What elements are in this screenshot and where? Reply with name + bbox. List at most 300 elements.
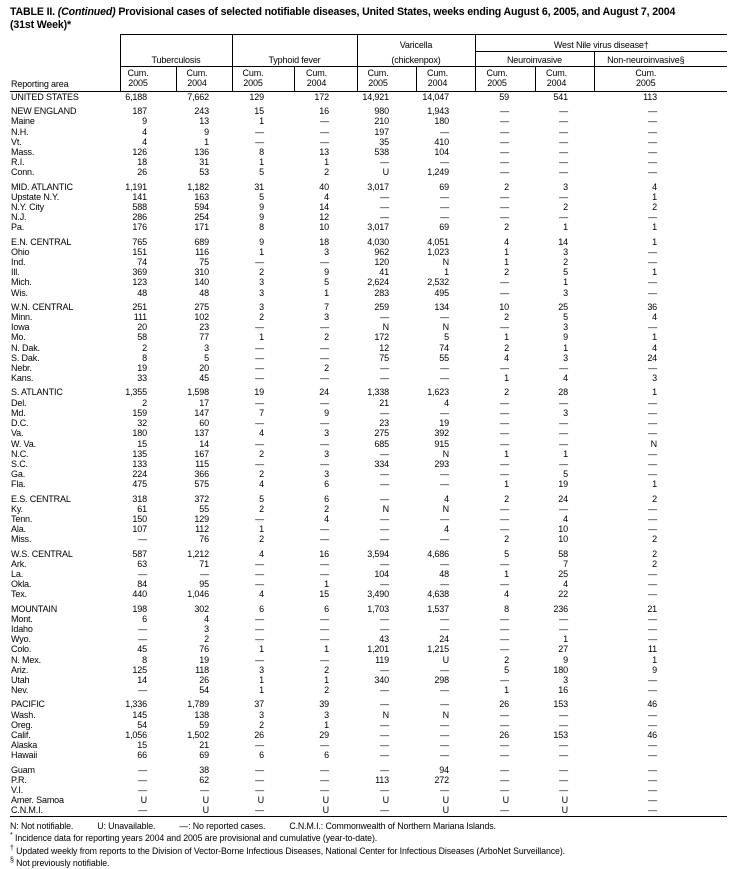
value-cell: —: [320, 764, 329, 775]
table-row: [10, 559, 727, 569]
reporting-area-cell: Minn.: [11, 312, 33, 323]
value-cell: 1: [652, 479, 658, 490]
value-cell: 1: [259, 332, 264, 343]
value-cell: 2: [324, 685, 329, 696]
reporting-area-cell: N.Y. City: [11, 202, 44, 213]
value-cell: —: [380, 613, 389, 624]
value-cell: —: [648, 503, 658, 514]
reporting-area-cell: Maine: [11, 116, 35, 127]
value-cell: 43: [379, 634, 389, 645]
value-cell: 33: [137, 373, 147, 384]
value-cell: —: [500, 147, 509, 158]
value-cell: 31: [199, 157, 209, 168]
value-cell: N: [442, 257, 449, 268]
value-cell: 118: [195, 664, 209, 675]
value-cell: U: [561, 805, 568, 816]
value-cell: —: [648, 764, 658, 775]
value-cell: 4,638: [427, 589, 449, 600]
footnote-dagger-text: Updated weekly from reports to the Division of Vector-Borne Infectious Diseases, National Center for Infectious Diseases (ArboNet Surveillance).: [16, 845, 566, 856]
value-cell: —: [500, 579, 509, 590]
value-cell: 39: [319, 699, 329, 710]
value-cell: —: [500, 106, 509, 117]
wnv-neuroinvasive-label: Neuroinvasive: [475, 52, 594, 67]
value-cell: 1: [563, 342, 568, 353]
table-row: [10, 720, 727, 730]
table-row: [10, 332, 727, 342]
value-cell: 58: [558, 548, 568, 559]
value-cell: 5: [563, 312, 568, 323]
value-cell: —: [320, 524, 329, 535]
value-cell: —: [255, 785, 264, 795]
table-row: [10, 710, 727, 720]
reporting-area-cell: Tex.: [11, 589, 27, 600]
value-cell: 16: [558, 685, 568, 696]
value-cell: 19: [199, 654, 209, 665]
reporting-area-cell: Hawaii: [11, 750, 38, 761]
reporting-area-cell: Del.: [11, 397, 27, 408]
value-cell: —: [500, 322, 509, 333]
value-cell: —: [500, 191, 509, 202]
value-cell: —: [380, 493, 389, 504]
reporting-area-cell: E.N. CENTRAL: [11, 236, 72, 247]
table-row: [10, 775, 727, 785]
reporting-area-cell: Ky.: [11, 503, 23, 514]
table-row: [10, 408, 727, 418]
value-cell: 254: [194, 212, 209, 223]
reporting-area-header: Reporting area: [10, 35, 120, 92]
value-cell: —: [255, 774, 264, 785]
table-row: [10, 750, 727, 760]
value-cell: 159: [132, 407, 147, 418]
value-cell: 55: [439, 352, 449, 363]
value-cell: 6: [142, 613, 147, 624]
table-row: [10, 675, 727, 685]
value-cell: 21: [647, 603, 658, 614]
value-cell: 1,338: [367, 387, 389, 398]
value-cell: —: [500, 126, 509, 137]
value-cell: U: [382, 167, 389, 178]
table-row: [10, 665, 727, 675]
value-cell: —: [440, 719, 449, 730]
value-cell: 26: [199, 674, 209, 685]
value-cell: 150: [132, 513, 147, 524]
value-cell: 7: [563, 558, 568, 569]
reporting-area-cell: P.R.: [11, 774, 27, 785]
value-cell: —: [255, 634, 264, 645]
table-row: [10, 387, 727, 397]
value-cell: —: [648, 277, 658, 288]
value-cell: —: [255, 654, 264, 665]
value-cell: —: [648, 613, 658, 624]
value-cell: 26: [499, 729, 509, 740]
table-row: [10, 116, 727, 126]
value-cell: 153: [553, 699, 568, 710]
value-cell: 37: [254, 699, 264, 710]
value-cell: 54: [137, 719, 147, 730]
reporting-area-cell: MID. ATLANTIC: [11, 181, 73, 192]
value-cell: N: [442, 322, 449, 333]
value-cell: 2: [504, 342, 509, 353]
value-cell: 2,624: [367, 277, 389, 288]
value-cell: 19: [439, 418, 449, 429]
value-cell: 198: [132, 603, 147, 614]
value-cell: 6: [324, 493, 329, 504]
value-cell: —: [648, 634, 658, 645]
footnote-section: [10, 856, 727, 869]
value-cell: —: [648, 513, 658, 524]
value-cell: 133: [132, 458, 147, 469]
value-cell: 10: [319, 222, 329, 233]
value-cell: —: [500, 524, 509, 535]
table-row: [10, 288, 727, 298]
reporting-area-cell: Conn.: [11, 167, 35, 178]
table-row: [10, 353, 727, 363]
value-cell: 9: [324, 407, 329, 418]
value-cell: 12: [379, 342, 389, 353]
value-cell: 4: [259, 428, 264, 439]
value-cell: 41: [379, 267, 389, 278]
value-cell: —: [648, 287, 658, 298]
value-cell: —: [255, 805, 264, 816]
value-cell: —: [500, 719, 509, 730]
value-cell: 4: [652, 342, 658, 353]
value-cell: —: [440, 699, 449, 710]
value-cell: 2: [504, 493, 509, 504]
value-cell: 4: [324, 191, 329, 202]
value-cell: —: [320, 126, 329, 137]
value-cell: —: [559, 157, 568, 168]
table-body: [10, 92, 727, 817]
value-cell: 372: [194, 493, 209, 504]
value-cell: —: [440, 126, 449, 137]
value-cell: 4: [259, 589, 264, 600]
table-row: [10, 494, 727, 504]
asterisk-symbol: *: [10, 832, 13, 840]
value-cell: —: [648, 322, 658, 333]
value-cell: 1,336: [125, 699, 147, 710]
value-cell: 2: [259, 312, 264, 323]
value-cell: 1: [504, 332, 509, 343]
value-cell: —: [500, 750, 509, 761]
value-cell: 1,046: [187, 589, 209, 600]
west-nile-group-label: West Nile virus disease†: [475, 35, 727, 52]
footnote-key: [10, 821, 727, 832]
value-cell: 2: [204, 634, 209, 645]
value-cell: —: [440, 469, 449, 480]
value-cell: 6,188: [125, 92, 147, 102]
value-cell: —: [648, 685, 658, 696]
table-row: [10, 479, 727, 489]
reporting-area-cell: S. Dak.: [11, 352, 40, 363]
value-cell: 9: [652, 664, 658, 675]
value-cell: U: [502, 795, 509, 806]
reporting-area-cell: MOUNTAIN: [11, 603, 58, 614]
value-cell: —: [559, 126, 568, 137]
footnote-star-text: Incidence data for reporting years 2004 and 2005 are provisional and cumulative (year-to-date).: [14, 833, 378, 844]
value-cell: 23: [199, 322, 209, 333]
value-cell: —: [380, 513, 389, 524]
value-cell: 3: [563, 287, 568, 298]
reporting-area-cell: V.I.: [11, 785, 24, 795]
section-symbol: §: [10, 857, 14, 865]
reporting-area-cell: Wis.: [11, 287, 28, 298]
value-cell: 3: [563, 674, 568, 685]
value-cell: —: [255, 568, 264, 579]
value-cell: —: [440, 664, 449, 675]
table-row: [10, 398, 727, 408]
value-cell: N: [382, 322, 389, 333]
value-cell: 147: [194, 407, 209, 418]
value-cell: 9: [142, 116, 147, 127]
value-cell: 77: [199, 332, 209, 343]
value-cell: —: [559, 709, 568, 720]
value-cell: N: [442, 448, 449, 459]
value-cell: 12: [319, 212, 329, 223]
value-cell: —: [380, 534, 389, 545]
value-cell: 180: [132, 428, 147, 439]
value-cell: 340: [374, 674, 389, 685]
reporting-area-cell: N.H.: [11, 126, 29, 137]
value-cell: —: [255, 126, 264, 137]
value-cell: 4: [652, 312, 658, 323]
value-cell: —: [255, 322, 264, 333]
value-cell: U: [202, 805, 209, 816]
table-title-text: Provisional cases of selected notifiable diseases, United States, weeks ending August 6, 2005, and August 7, 2004: [118, 6, 676, 18]
cum-header-col-2: Cum. 2004: [176, 67, 232, 92]
value-cell: 1,789: [187, 699, 209, 710]
value-cell: 298: [434, 674, 449, 685]
value-cell: —: [440, 685, 449, 696]
value-cell: 187: [132, 106, 147, 117]
table-row: [10, 439, 727, 449]
value-cell: —: [500, 634, 509, 645]
table-row: [10, 237, 727, 247]
cum-header-col-8: Cum. 2004: [535, 67, 594, 92]
value-cell: 5: [504, 664, 509, 675]
value-cell: 31: [254, 181, 264, 192]
value-cell: 4: [504, 352, 509, 363]
value-cell: —: [138, 764, 147, 775]
value-cell: —: [559, 438, 568, 449]
value-cell: 59: [499, 92, 509, 102]
value-cell: 3,017: [367, 181, 389, 192]
value-cell: 293: [434, 458, 449, 469]
reporting-area-cell: Mo.: [11, 332, 26, 343]
value-cell: 3: [204, 623, 209, 634]
reporting-area-cell: Okla.: [11, 579, 32, 590]
value-cell: 48: [137, 287, 147, 298]
value-cell: —: [500, 613, 509, 624]
value-cell: 53: [199, 167, 209, 178]
value-cell: —: [648, 795, 658, 806]
value-cell: 4: [142, 126, 147, 137]
value-cell: —: [440, 157, 449, 168]
value-cell: 1: [563, 222, 568, 233]
value-cell: 14: [199, 438, 209, 449]
value-cell: 19: [254, 387, 264, 398]
value-cell: —: [320, 116, 329, 127]
value-cell: 15: [137, 438, 147, 449]
table-row: [10, 106, 727, 116]
table-title: [10, 6, 727, 32]
value-cell: 151: [132, 246, 147, 257]
key-unavailable: U: Unavailable.: [97, 820, 156, 831]
value-cell: —: [320, 634, 329, 645]
value-cell: 176: [132, 222, 147, 233]
value-cell: 2: [259, 719, 264, 730]
value-cell: U: [322, 795, 329, 806]
value-cell: 1: [259, 116, 264, 127]
value-cell: —: [255, 623, 264, 634]
value-cell: U: [442, 805, 449, 816]
value-cell: 58: [137, 332, 147, 343]
value-cell: 1: [324, 287, 329, 298]
value-cell: 2: [324, 167, 329, 178]
value-cell: —: [500, 363, 509, 374]
value-cell: 1: [652, 236, 658, 247]
value-cell: 113: [643, 92, 658, 102]
value-cell: 84: [137, 579, 147, 590]
value-cell: 1,703: [367, 603, 389, 614]
reporting-area-cell: Ill.: [11, 267, 20, 278]
value-cell: U: [561, 795, 568, 806]
value-cell: 1,191: [125, 181, 147, 192]
value-cell: —: [255, 373, 264, 384]
value-cell: 3: [324, 709, 329, 720]
value-cell: 1: [259, 524, 264, 535]
table-row: [10, 373, 727, 383]
value-cell: 48: [439, 568, 449, 579]
value-cell: —: [380, 202, 389, 213]
value-cell: U: [442, 654, 449, 665]
value-cell: —: [200, 568, 209, 579]
value-cell: 5: [444, 332, 449, 343]
table-row: [10, 644, 727, 654]
notifiable-diseases-table: [10, 34, 727, 817]
value-cell: —: [648, 740, 658, 751]
reporting-area-cell: Utah: [11, 674, 30, 685]
value-cell: 119: [375, 654, 389, 665]
value-cell: 1,182: [187, 181, 209, 192]
value-cell: —: [500, 674, 509, 685]
value-cell: —: [559, 167, 568, 178]
value-cell: —: [648, 157, 658, 168]
value-cell: —: [380, 469, 389, 480]
value-cell: —: [559, 147, 568, 158]
table-row: [10, 514, 727, 524]
value-cell: 272: [434, 774, 449, 785]
value-cell: —: [500, 136, 509, 147]
value-cell: 3,017: [367, 222, 389, 233]
value-cell: 5: [563, 267, 568, 278]
footnote-section-text: Not previously notifiable.: [16, 858, 110, 869]
reporting-area-cell: NEW ENGLAND: [11, 106, 77, 117]
value-cell: 22: [558, 589, 568, 600]
value-cell: 1: [259, 246, 264, 257]
value-cell: —: [320, 136, 329, 147]
value-cell: 112: [195, 524, 209, 535]
value-cell: —: [320, 613, 329, 624]
value-cell: 123: [132, 277, 147, 288]
value-cell: 24: [647, 352, 658, 363]
value-cell: 26: [499, 699, 509, 710]
value-cell: —: [255, 342, 264, 353]
value-cell: 129: [194, 513, 209, 524]
value-cell: 15: [319, 589, 329, 600]
value-cell: 24: [319, 387, 329, 398]
reporting-area-cell: Ark.: [11, 558, 27, 569]
value-cell: 14: [558, 236, 568, 247]
reporting-area-cell: Wyo.: [11, 634, 31, 645]
value-cell: 69: [439, 181, 449, 192]
value-cell: 3: [563, 322, 568, 333]
value-cell: 4: [563, 373, 568, 384]
value-cell: —: [320, 534, 329, 545]
value-cell: —: [440, 191, 449, 202]
reporting-area-cell: Guam: [11, 764, 35, 775]
value-cell: 104: [434, 147, 449, 158]
value-cell: 35: [379, 136, 389, 147]
value-cell: 3: [324, 428, 329, 439]
value-cell: —: [559, 363, 568, 374]
value-cell: —: [648, 719, 658, 730]
table-row: [10, 343, 727, 353]
value-cell: 2: [652, 202, 658, 213]
value-cell: —: [380, 407, 389, 418]
value-cell: 2,532: [427, 277, 449, 288]
value-cell: 19: [137, 363, 147, 374]
value-cell: —: [559, 764, 568, 775]
value-cell: 2: [259, 469, 264, 480]
value-cell: —: [320, 257, 329, 268]
value-cell: 1: [504, 257, 509, 268]
table-row: [10, 579, 727, 589]
reporting-area-cell: Ala.: [11, 524, 26, 535]
value-cell: 3: [563, 246, 568, 257]
key-no-reported-cases: —: No reported cases.: [179, 820, 266, 831]
value-cell: U: [322, 805, 329, 816]
value-cell: 541: [553, 92, 568, 102]
value-cell: 3: [324, 312, 329, 323]
value-cell: U: [382, 795, 389, 806]
table-row: [10, 449, 727, 459]
value-cell: 224: [132, 469, 147, 480]
value-cell: —: [559, 750, 568, 761]
value-cell: 3,490: [367, 589, 389, 600]
value-cell: —: [380, 524, 389, 535]
value-cell: —: [500, 438, 509, 449]
value-cell: 15: [137, 740, 147, 751]
table-number-label: TABLE II.: [10, 6, 55, 18]
value-cell: 45: [199, 373, 209, 384]
value-cell: —: [500, 428, 509, 439]
value-cell: 180: [434, 116, 449, 127]
table-row: [10, 192, 727, 202]
value-cell: 2: [504, 534, 509, 545]
value-cell: —: [440, 407, 449, 418]
value-cell: 113: [375, 774, 389, 785]
value-cell: —: [138, 685, 147, 696]
value-cell: 1: [563, 448, 568, 459]
reporting-area-cell: W. Va.: [11, 438, 36, 449]
value-cell: —: [255, 513, 264, 524]
value-cell: 115: [195, 458, 209, 469]
table-row: [10, 589, 727, 599]
value-cell: 2: [142, 397, 147, 408]
value-cell: 27: [558, 644, 568, 655]
value-cell: 1: [324, 674, 329, 685]
value-cell: —: [648, 750, 658, 761]
